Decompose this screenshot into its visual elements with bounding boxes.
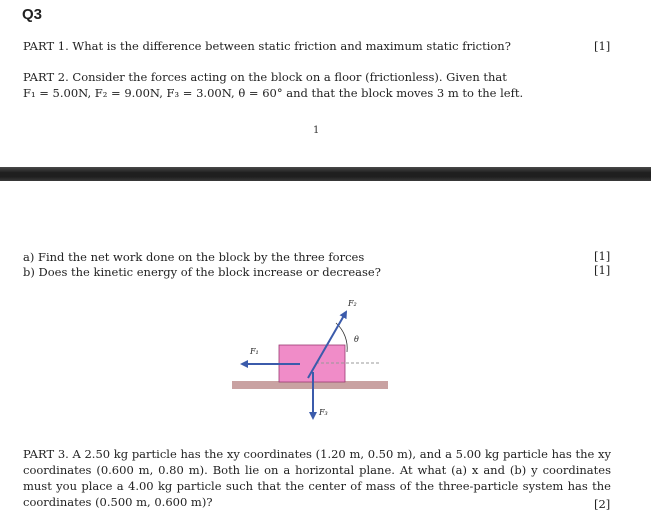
part2-mark-a: [1] (594, 249, 611, 263)
question-title: Q3 (22, 6, 43, 23)
part2-line2: F₁ = 5.00N, F₂ = 9.00N, F₃ = 3.00N, θ = 60° and that the block moves 3 m to the left. (23, 86, 524, 100)
page-break-divider (0, 167, 651, 181)
part3-text: PART 3. A 2.50 kg particle has the xy coordinates (1.20 m, 0.50 m), and a 5.00 kg particle has the xy coordinates (0.600 m, 0.80 m). Both lie on a horizontal plane. At what (a) x and (b) y coordinates must you place a 4.00 kg particle such that the center of mass of the three-particle system has the coordinates (0.500 m, 0.600 m)? (23, 447, 611, 509)
page-number: 1 (313, 125, 320, 136)
force-diagram (220, 292, 400, 432)
part2-item-a: a) Find the net work done on the block by the three forces (23, 250, 365, 264)
label-f2: F₂ (348, 299, 357, 308)
part1-mark: [1] (594, 39, 611, 53)
part1-text: PART 1. What is the difference between static friction and maximum static friction? (23, 39, 511, 53)
part2-line1: PART 2. Consider the forces acting on the block on a floor (frictionless). Given that (23, 70, 507, 84)
label-f3: F₃ (319, 408, 328, 417)
part3-mark: [2] (594, 497, 611, 511)
label-theta: θ (354, 335, 359, 344)
part2-mark-b: [1] (594, 263, 611, 277)
label-f1: F₁ (250, 347, 259, 356)
part2-item-b: b) Does the kinetic energy of the block increase or decrease? (23, 265, 381, 279)
